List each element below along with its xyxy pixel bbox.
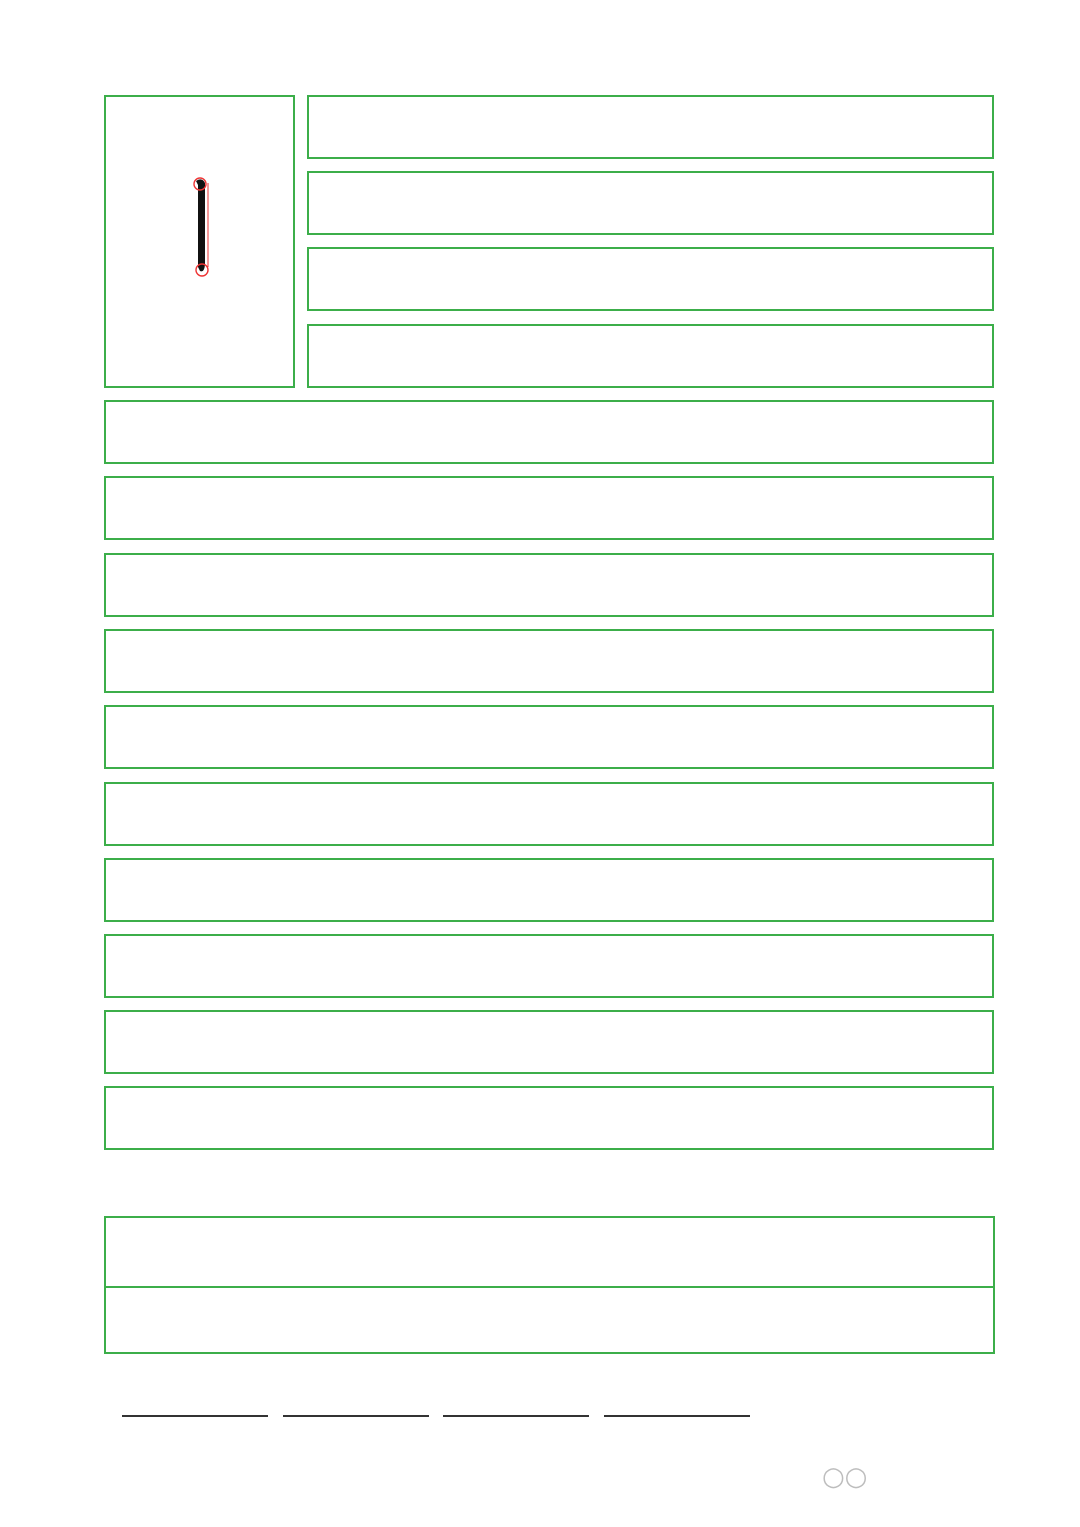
watermark xyxy=(822,1462,867,1492)
date-blank[interactable] xyxy=(604,1391,750,1417)
trace-row-2[interactable] xyxy=(307,171,994,235)
wechat-icon: ○○ xyxy=(822,1462,868,1492)
trace-row-3[interactable] xyxy=(307,247,994,311)
dotted-row-1[interactable] xyxy=(307,324,994,388)
blank-row-4[interactable] xyxy=(104,782,994,846)
tian-row-3[interactable] xyxy=(104,1010,994,1074)
tian-row-2[interactable] xyxy=(104,934,994,998)
correction-squares[interactable] xyxy=(106,1218,993,1288)
tian-row-4[interactable] xyxy=(104,1086,994,1150)
vertical-stroke-demo-icon xyxy=(186,175,216,280)
dotted-row-2[interactable] xyxy=(104,400,994,464)
trace-row-1[interactable] xyxy=(307,95,994,159)
correction-grid[interactable] xyxy=(104,1216,995,1354)
student-info-footer xyxy=(120,1386,754,1417)
blank-row-2[interactable] xyxy=(104,629,994,693)
class-blank[interactable] xyxy=(283,1391,429,1417)
stroke-info-card xyxy=(104,95,295,388)
blank-row-1[interactable] xyxy=(104,553,994,617)
dotted-row-3[interactable] xyxy=(104,476,994,540)
tian-row-1[interactable] xyxy=(104,858,994,922)
score-blank[interactable] xyxy=(443,1391,589,1417)
name-blank[interactable] xyxy=(122,1391,268,1417)
blank-row-3[interactable] xyxy=(104,705,994,769)
